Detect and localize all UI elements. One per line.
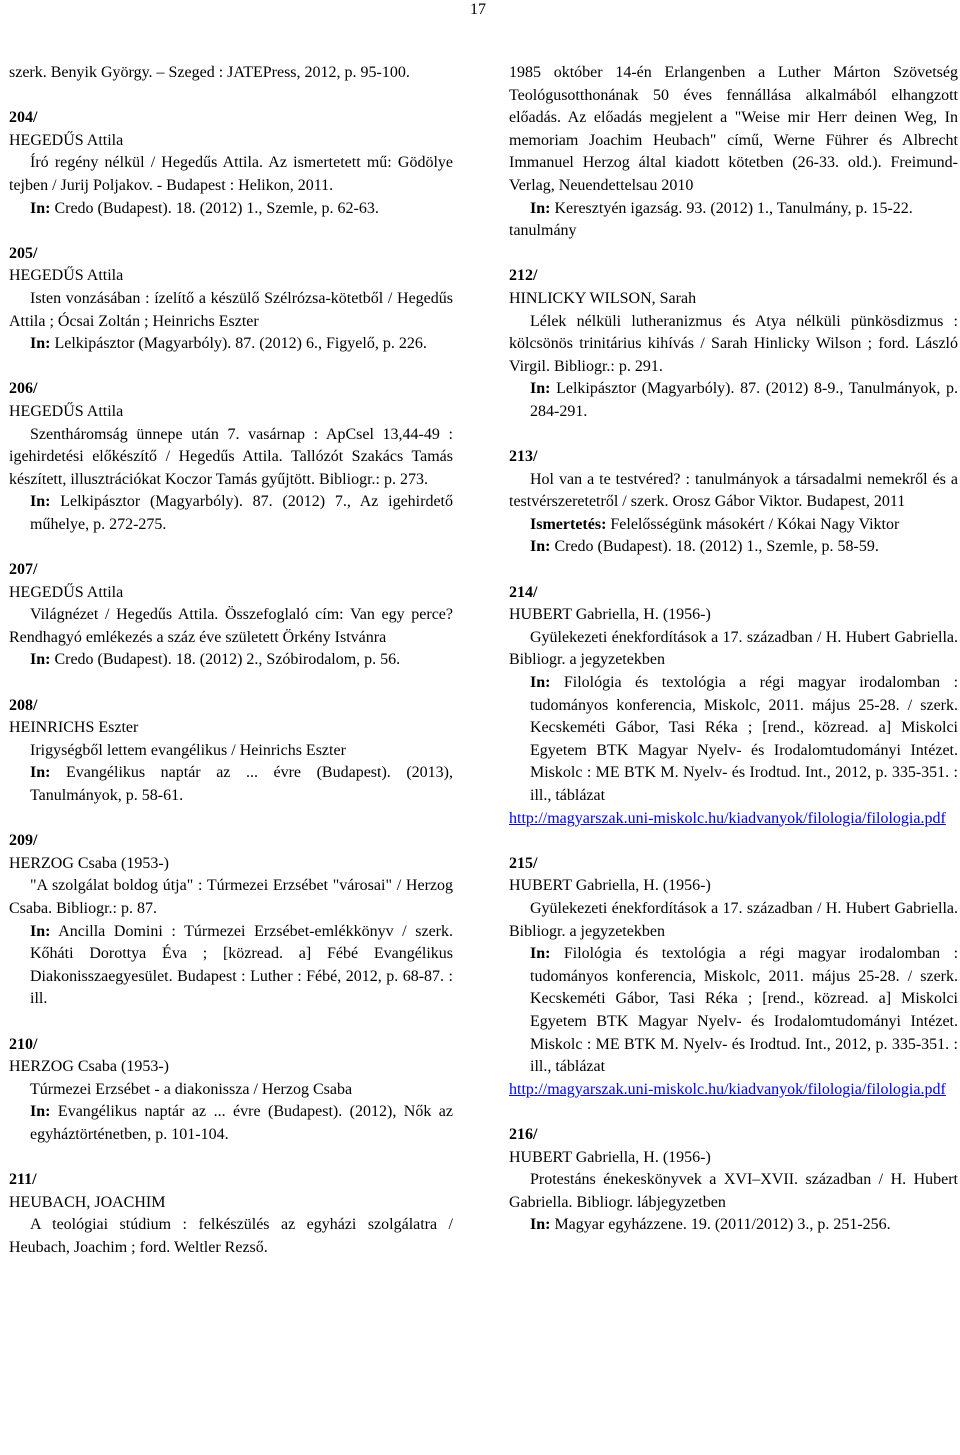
source-label: In: bbox=[30, 764, 51, 782]
entry-source bbox=[509, 1214, 958, 1237]
source-text: Credo (Budapest). 18. (2012) 1., Szemle, p. 62-63. bbox=[54, 199, 379, 217]
source-text: Evangélikus naptár az ... évre (Budapest). (2012), Nők az egyháztörténetben, p. 101-104. bbox=[30, 1103, 454, 1143]
source-label: In: bbox=[30, 335, 51, 353]
entry-author: HEUBACH, JOACHIM bbox=[9, 1193, 166, 1211]
bib-entry bbox=[509, 446, 958, 559]
entry-title: 1985 október 14-én Erlangenben a Luther Márton Szövetség Teológusotthonának 50 éves fennállása alkalmából elhangzott előadás. Az előadás megjelent a "Weise mir Herr deinen Weg, In memoriam Joachim Heubach" című, Werne Führer és Albrecht Immanuel Herzog által kiadott kötetben (26-33. old.). Freimund-Verlag, Neuendettelsau 2010 bbox=[509, 64, 958, 194]
source-text: Evangélikus naptár az ... évre (Budapest). (2013), Tanulmányok, p. 58-61. bbox=[30, 764, 454, 804]
source-text: Filológia és textológia a régi magyar irodalomban : tudományos konferencia, Miskolc, 2011. május 25-28. / szerk. Kecskeméti Gábor, Tasi Réka ; [rend., közread. a] Miskolci Egyetem BTK Magyar Nyelv- és Irodalomtudományi Intézet. Miskolc : ME BTK M. Nyelv- és Irodtud. Int., 2012, p. 335-351. : ill., táblázat bbox=[530, 674, 959, 804]
entry-number: 206/ bbox=[9, 380, 38, 398]
entry-number: 215/ bbox=[509, 854, 538, 872]
source-text: Keresztyén igazság. 93. (2012) 1., Tanulmány, p. 15-22. bbox=[554, 199, 913, 217]
right-column bbox=[509, 62, 958, 1259]
source-label: In: bbox=[30, 651, 51, 669]
entry-title: Isten vonzásában : ízelítő a készülő Szélrózsa-kötetből / Hegedűs Attila ; Ócsai Zoltán ; Heinrichs Eszter bbox=[9, 289, 453, 330]
entry-author: HEGEDŰS Attila bbox=[9, 402, 124, 420]
entry-author: HEINRICHS Eszter bbox=[9, 719, 139, 737]
source-text: Filológia és textológia a régi magyar irodalomban : tudományos konferencia, Miskolc, 2011. május 25-28. / szerk. Kecskeméti Gábor, Tasi Réka ; [rend., közread. a] Miskolci Egyetem BTK Magyar Nyelv- és Irodalomtudományi Intézet. Miskolc : ME BTK M. Nyelv- és Irodtud. Int., 2012, p. 335-351. : ill., táblázat bbox=[530, 945, 959, 1076]
source-label: In: bbox=[30, 199, 51, 217]
source-text: Credo (Budapest). 18. (2012) 2., Szóbirodalom, p. 56. bbox=[54, 651, 401, 669]
bib-entry bbox=[9, 243, 453, 356]
entry-number: 210/ bbox=[9, 1035, 38, 1053]
entry-number: 207/ bbox=[9, 561, 38, 579]
source-text: Credo (Budapest). 18. (2012) 1., Szemle, p. 58-59. bbox=[554, 538, 879, 556]
entry-source bbox=[509, 943, 958, 1079]
entry-author: HINLICKY WILSON, Sarah bbox=[509, 289, 697, 307]
source-label: In: bbox=[530, 380, 551, 398]
bib-entry bbox=[509, 265, 958, 423]
entry-title: Túrmezei Erzsébet - a diakonissza / Herzog Csaba bbox=[30, 1080, 353, 1098]
entry-title: Protestáns énekeskönyvek a XVI–XVII. században / H. Hubert Gabriella. Bibliogr. lábjegyzetben bbox=[509, 1171, 958, 1211]
url-link[interactable]: http://magyarszak.uni-miskolc.hu/kiadvanyok/filologia/filologia.pdf bbox=[509, 1080, 946, 1098]
entry-source bbox=[9, 921, 453, 1011]
entry-number: 213/ bbox=[509, 448, 538, 466]
source-text: Lelkipásztor (Magyarbóly). 87. (2012) 7., Az igehirdető műhelye, p. 272-275. bbox=[30, 493, 454, 533]
entry-author: HERZOG Csaba (1953-) bbox=[9, 854, 169, 872]
source-label: In: bbox=[530, 945, 551, 963]
bib-entry bbox=[509, 582, 958, 831]
bib-entry bbox=[509, 853, 958, 1102]
source-label: In: bbox=[30, 493, 51, 511]
source-label: In: bbox=[530, 674, 551, 692]
bib-entry bbox=[509, 1124, 958, 1237]
entry-number: 211/ bbox=[9, 1171, 37, 1189]
entry-number: 216/ bbox=[509, 1125, 538, 1143]
entry-title: Irigységből lettem evangélikus / Heinrichs Eszter bbox=[30, 741, 346, 759]
entry-source bbox=[9, 491, 453, 536]
entry-source bbox=[509, 672, 958, 808]
entry-source bbox=[509, 378, 958, 423]
entry-source bbox=[9, 1101, 453, 1146]
entry-title: A teológiai stúdium : felkészülés az egyházi szolgálatra / Heubach, Joachim ; ford. Weltler Rezső. bbox=[9, 1216, 453, 1256]
entry-title: Szentháromság ünnepe után 7. vasárnap : ApCsel 13,44-49 : igehirdetési előkészítő / Hegedűs Attila. Tallózót Szakács Tamás készített, illusztrációkat Koczor Tamás gyűjtött. Bibliogr.: p. 273. bbox=[9, 425, 453, 488]
source-label: In: bbox=[30, 1103, 51, 1121]
entry-number: 209/ bbox=[9, 832, 38, 850]
source-text: Ancilla Domini : Túrmezei Erzsébet-emlékkönyv / szerk. Kőháti Dorottya Éva ; [közread. a] Fébé Evangélikus Diakonisszaegyesület. Budapest : Luther : Fébé, 2012, p. 68-87. : ill. bbox=[30, 922, 453, 1008]
entry-source bbox=[9, 198, 453, 221]
source-label: In: bbox=[530, 538, 551, 556]
entry-source bbox=[509, 536, 958, 559]
bib-entry bbox=[9, 378, 453, 536]
entry-number: 212/ bbox=[509, 267, 538, 285]
bib-entry bbox=[9, 1034, 453, 1147]
review-text: Felelősségünk másokért / Kókai Nagy Viktor bbox=[610, 515, 900, 533]
bib-entry bbox=[9, 695, 453, 808]
bib-entry bbox=[9, 830, 453, 1011]
entry-title: Lélek nélküli lutheranizmus és Atya nélküli pünkösdizmus : kölcsönös trinitárius kihívás / Sarah Hinlicky Wilson ; ford. László Virgil. Bibliogr.: p. 291. bbox=[509, 312, 958, 375]
source-text: Magyar egyházzene. 19. (2011/2012) 3., p. 251-256. bbox=[554, 1216, 891, 1234]
entry-title: Gyülekezeti énekfordítások a 17. században / H. Hubert Gabriella. Bibliogr. a jegyzetekben bbox=[509, 628, 958, 669]
entry-author: HUBERT Gabriella, H. (1956-) bbox=[509, 877, 711, 895]
left-column bbox=[9, 62, 453, 1282]
entry-url bbox=[509, 808, 958, 831]
entry-title: Gyülekezeti énekfordítások a 17. században / H. Hubert Gabriella. Bibliogr. a jegyzetekben bbox=[509, 899, 958, 940]
entry-author: HUBERT Gabriella, H. (1956-) bbox=[509, 606, 711, 624]
entry-number: 205/ bbox=[9, 244, 38, 262]
entry-number: 208/ bbox=[9, 696, 38, 714]
source-label: In: bbox=[530, 199, 551, 217]
entry-title: Író regény nélkül / Hegedűs Attila. Az ismertetett mű: Gödölye tejben / Jurij Poljakov. - Budapest : Helikon, 2011. bbox=[9, 154, 453, 194]
entry-title: Hol van a te testvéred? : tanulmányok a társadalmi nemekről és a testvérszeretetről / szerk. Orosz Gábor Viktor. Budapest, 2011 bbox=[509, 470, 958, 511]
url-link[interactable]: http://magyarszak.uni-miskolc.hu/kiadvanyok/filologia/filologia.pdf bbox=[509, 809, 946, 827]
entry-author: HEGEDŰS Attila bbox=[9, 583, 124, 601]
bib-entry bbox=[9, 559, 453, 672]
entry-author: HEGEDŰS Attila bbox=[9, 267, 124, 285]
bib-entry bbox=[9, 62, 453, 85]
source-label: In: bbox=[30, 922, 51, 940]
entry-author: HEGEDŰS Attila bbox=[9, 131, 124, 149]
page-number: 17 bbox=[470, 1, 486, 18]
entry-review bbox=[509, 514, 958, 537]
entry-source bbox=[9, 333, 453, 356]
entry-number: 204/ bbox=[9, 109, 38, 127]
source-label: In: bbox=[530, 1216, 551, 1234]
source-text: Lelkipásztor (Magyarbóly). 87. (2012) 6., Figyelő, p. 226. bbox=[54, 335, 427, 353]
entry-title: szerk. Benyik György. – Szeged : JATEPress, 2012, p. 95-100. bbox=[9, 64, 410, 81]
entry-author: HUBERT Gabriella, H. (1956-) bbox=[509, 1148, 711, 1166]
review-label: Ismertetés: bbox=[530, 515, 607, 533]
source-text: Lelkipásztor (Magyarbóly). 87. (2012) 8-9., Tanulmányok, p. 284-291. bbox=[530, 380, 958, 420]
entry-source bbox=[509, 198, 958, 221]
bib-entry bbox=[509, 62, 958, 243]
bib-entry bbox=[9, 107, 453, 220]
entry-source bbox=[9, 762, 453, 807]
entry-title: Világnézet / Hegedűs Attila. Összefoglaló cím: Van egy perce? Rendhagyó emlékezés a száz éve született Örkény Istvánra bbox=[9, 606, 453, 646]
entry-number: 214/ bbox=[509, 583, 538, 601]
entry-keyword: tanulmány bbox=[509, 222, 577, 240]
entry-title: "A szolgálat boldog útja" : Túrmezei Erzsébet "városai" / Herzog Csaba. Bibliogr.: p. 87. bbox=[9, 877, 453, 917]
entry-source bbox=[9, 649, 453, 672]
entry-author: HERZOG Csaba (1953-) bbox=[9, 1058, 169, 1076]
entry-url bbox=[509, 1079, 958, 1102]
bib-entry bbox=[9, 1169, 453, 1259]
